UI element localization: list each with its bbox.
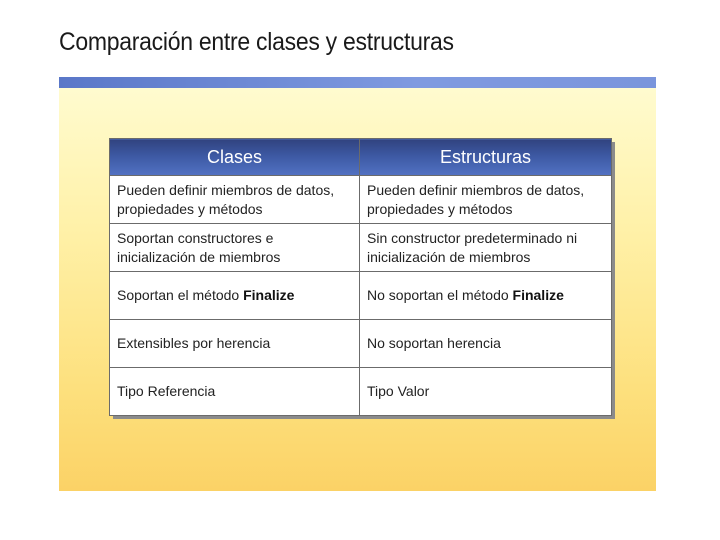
cell-clases [110, 320, 360, 368]
comparison-table [109, 138, 612, 416]
header-estructuras: Estructuras [360, 139, 612, 176]
cell-text-bold: Finalize [512, 287, 564, 303]
table-row [110, 224, 612, 272]
cell-text: Pueden definir miembros de datos, propiedades y métodos [117, 181, 335, 217]
table-row [110, 176, 612, 224]
cell-text: Sin constructor predeterminado ni inicialización de miembros [367, 229, 578, 265]
table-row [110, 368, 612, 416]
header-clases: Clases [110, 139, 360, 176]
cell-text: Pueden definir miembros de datos, propiedades y métodos [367, 181, 585, 217]
cell-text [367, 286, 604, 305]
cell-estructuras [360, 272, 612, 320]
cell-text: No soportan herencia [367, 335, 501, 351]
table-row [110, 320, 612, 368]
table-row [110, 272, 612, 320]
cell-text-prefix: Soportan el método [117, 287, 244, 303]
cell-estructuras [360, 368, 612, 416]
cell-estructuras [360, 224, 612, 272]
cell-text: Extensibles por herencia [117, 335, 271, 351]
cell-estructuras [360, 176, 612, 224]
cell-text-prefix: No soportan el método [367, 287, 513, 303]
cell-text: Soportan constructores e inicialización de miembros [117, 229, 281, 265]
cell-text: Tipo Valor [367, 383, 430, 399]
cell-clases [110, 176, 360, 224]
title-accent-bar [59, 77, 656, 88]
cell-clases [110, 224, 360, 272]
table-header-row [110, 139, 612, 176]
slide-title: Comparación entre clases y estructuras [59, 28, 454, 56]
cell-clases [110, 368, 360, 416]
cell-text: Tipo Referencia [117, 383, 216, 399]
cell-estructuras [360, 320, 612, 368]
cell-text-bold: Finalize [243, 287, 295, 303]
cell-clases [110, 272, 360, 320]
cell-text [117, 286, 352, 305]
